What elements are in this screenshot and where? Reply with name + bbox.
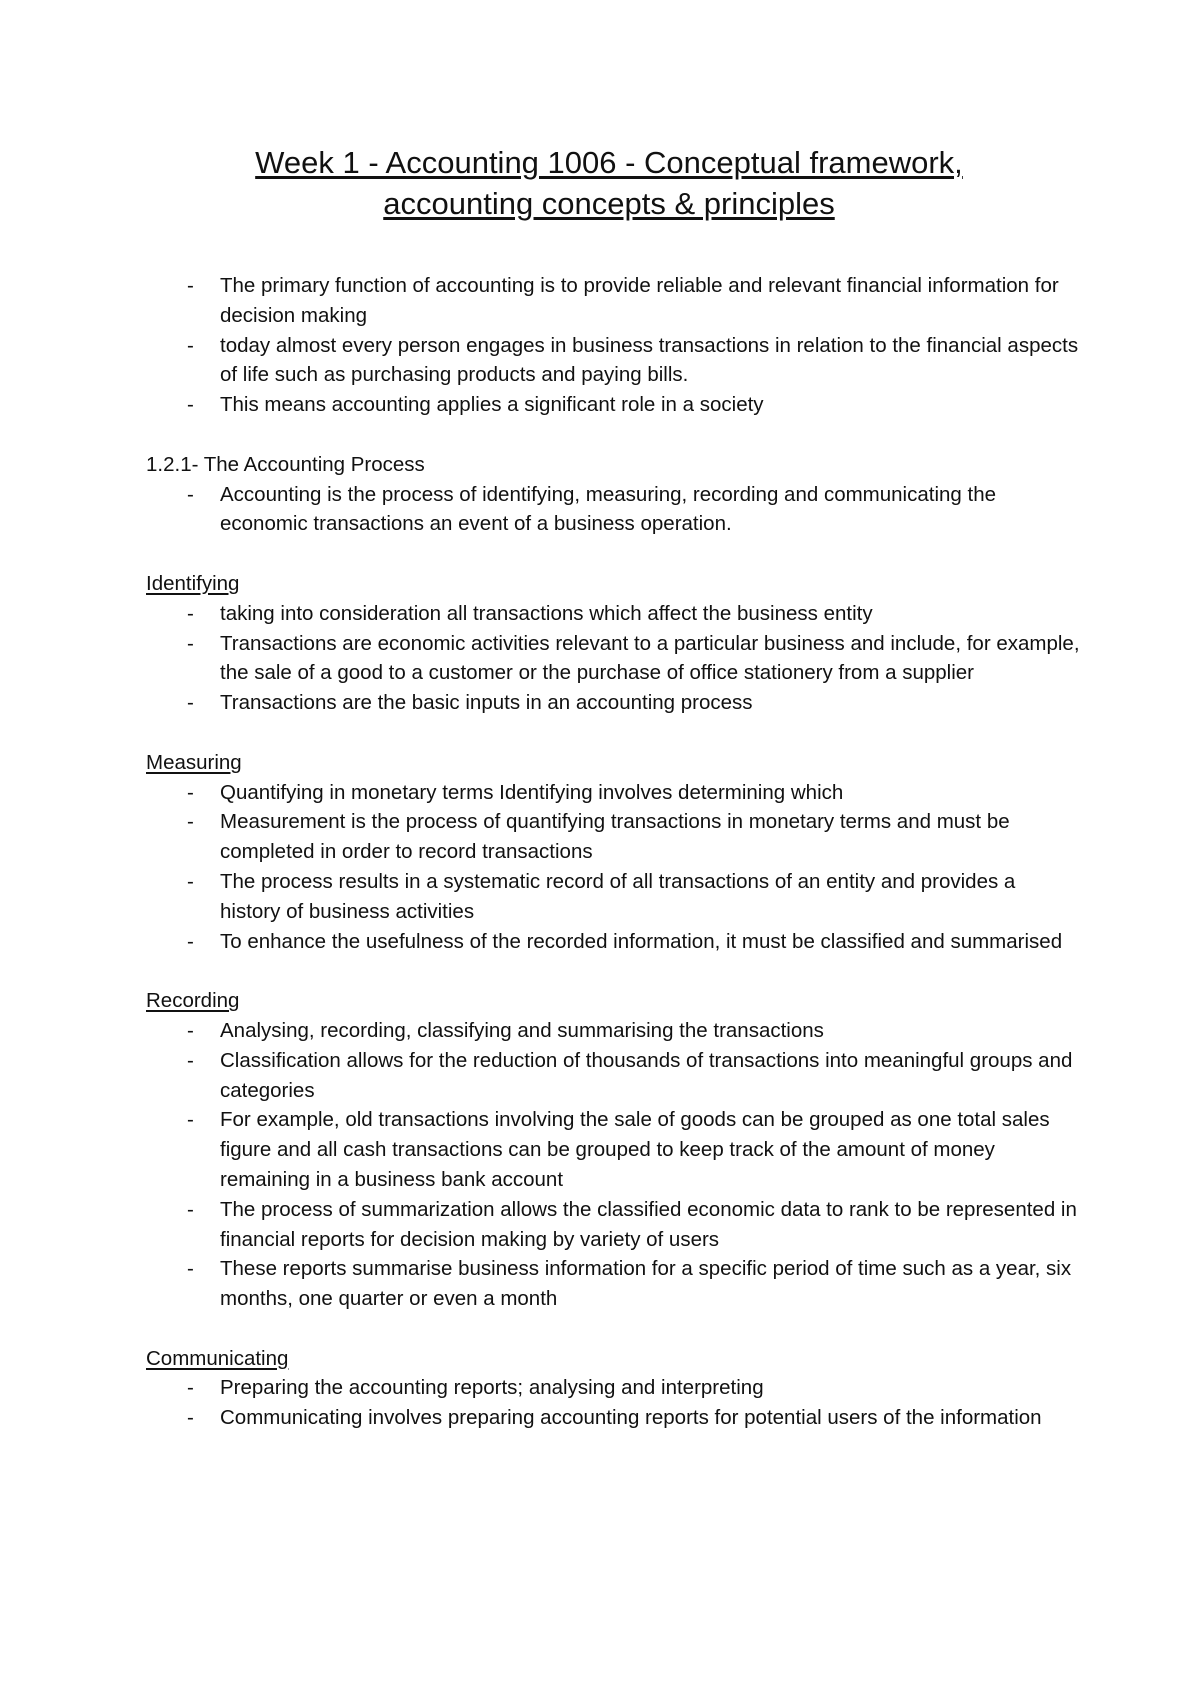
dash-bullet: -: [187, 869, 194, 893]
list-item: [146, 867, 1080, 927]
dash-bullet: -: [187, 1257, 194, 1281]
list-item-text: Measurement is the process of quantifying transactions in monetary terms and must be completed in order to record transactions: [220, 810, 1010, 864]
dash-bullet: -: [187, 631, 194, 655]
dash-bullet: -: [187, 482, 194, 506]
list-item-text: Accounting is the process of identifying, measuring, recording and communicating the economic transactions an event of a business operation.: [220, 482, 997, 536]
list-item-text: Classification allows for the reduction of thousands of transactions into meaningful groups and categories: [220, 1048, 1073, 1102]
list-item-text: For example, old transactions involving the sale of goods can be grouped as one total sales figure and all cash transactions can be grouped to keep track of the amount of money remaining in a business bank account: [220, 1108, 1050, 1191]
dash-bullet: -: [187, 1108, 194, 1132]
list-item: [146, 778, 1080, 808]
list-item-text: This means accounting applies a significant role in a society: [220, 393, 764, 417]
list-item: [146, 331, 1080, 391]
list-item-text: today almost every person engages in business transactions in relation to the financial aspects of life such as purchasing products and paying bills.: [220, 333, 1079, 387]
section-heading: Communicating: [146, 1346, 289, 1370]
dash-bullet: -: [187, 333, 194, 357]
intro-list: [146, 271, 1080, 420]
list-item-text: Communicating involves preparing accounting reports for potential users of the information: [220, 1406, 1042, 1430]
list-item-text: Transactions are economic activities relevant to a particular business and include, for example, the sale of a good to a customer or the purchase of office stationery from a supplier: [220, 631, 1080, 685]
dash-bullet: -: [187, 1048, 194, 1072]
list-item: [146, 599, 1080, 629]
list-item: [146, 271, 1080, 331]
dash-bullet: -: [187, 929, 194, 953]
dash-bullet: -: [187, 601, 194, 625]
section-heading: Identifying: [146, 571, 240, 595]
section-heading: 1.2.1- The Accounting Process: [146, 452, 425, 476]
dash-bullet: -: [187, 1406, 194, 1430]
list-item-text: The primary function of accounting is to provide reliable and relevant financial information for decision making: [220, 274, 1059, 327]
section-recording: [146, 986, 1080, 1314]
list-item: [146, 1403, 1080, 1433]
list-item-text: taking into consideration all transactions which affect the business entity: [220, 601, 873, 625]
section-accounting-process: [146, 450, 1080, 539]
dash-bullet: -: [187, 780, 194, 804]
section-communicating: [146, 1344, 1080, 1433]
list-item-text: The process results in a systematic record of all transactions of an entity and provides a history of business activities: [220, 869, 1016, 923]
identifying-list: [146, 599, 1080, 718]
list-item: [146, 807, 1080, 867]
document-title: [146, 142, 1080, 224]
list-item: [146, 629, 1080, 689]
list-item: [146, 480, 1080, 540]
section-heading: Measuring: [146, 750, 242, 774]
dash-bullet: -: [187, 1376, 194, 1400]
list-item: [146, 1046, 1080, 1106]
section-heading: Recording: [146, 989, 240, 1013]
list-item-text: To enhance the usefulness of the recorded information, it must be classified and summarised: [220, 929, 1063, 953]
title-line-2: accounting concepts & principles: [383, 186, 835, 221]
document-body: [146, 271, 1080, 1433]
list-item: [146, 1105, 1080, 1194]
list-item: [146, 1016, 1080, 1046]
list-item: [146, 390, 1080, 420]
list-item: [146, 1195, 1080, 1255]
list-item-text: Quantifying in monetary terms Identifying involves determining which: [220, 780, 844, 804]
list-item-text: Analysing, recording, classifying and summarising the transactions: [220, 1018, 824, 1042]
recording-list: [146, 1016, 1080, 1314]
dash-bullet: -: [187, 810, 194, 834]
communicating-list: [146, 1373, 1080, 1433]
list-item: [146, 1254, 1080, 1314]
dash-bullet: -: [187, 393, 194, 417]
measuring-list: [146, 778, 1080, 957]
title-line-1: Week 1 - Accounting 1006 - Conceptual framework,: [255, 145, 963, 180]
section-identifying: [146, 569, 1080, 718]
list-item-text: These reports summarise business information for a specific period of time such as a year, six months, one quarter or even a month: [220, 1257, 1072, 1311]
dash-bullet: -: [187, 274, 194, 297]
dash-bullet: -: [187, 691, 194, 715]
process-list: [146, 480, 1080, 540]
list-item: [146, 927, 1080, 957]
list-item-text: Preparing the accounting reports; analysing and interpreting: [220, 1376, 764, 1400]
list-item-text: The process of summarization allows the classified economic data to rank to be represented in financial reports for decision making by variety of users: [220, 1197, 1077, 1251]
dash-bullet: -: [187, 1018, 194, 1042]
list-item: [146, 1373, 1080, 1403]
section-measuring: [146, 748, 1080, 957]
list-item-text: Transactions are the basic inputs in an accounting process: [220, 691, 753, 715]
list-item: [146, 688, 1080, 718]
dash-bullet: -: [187, 1197, 194, 1221]
